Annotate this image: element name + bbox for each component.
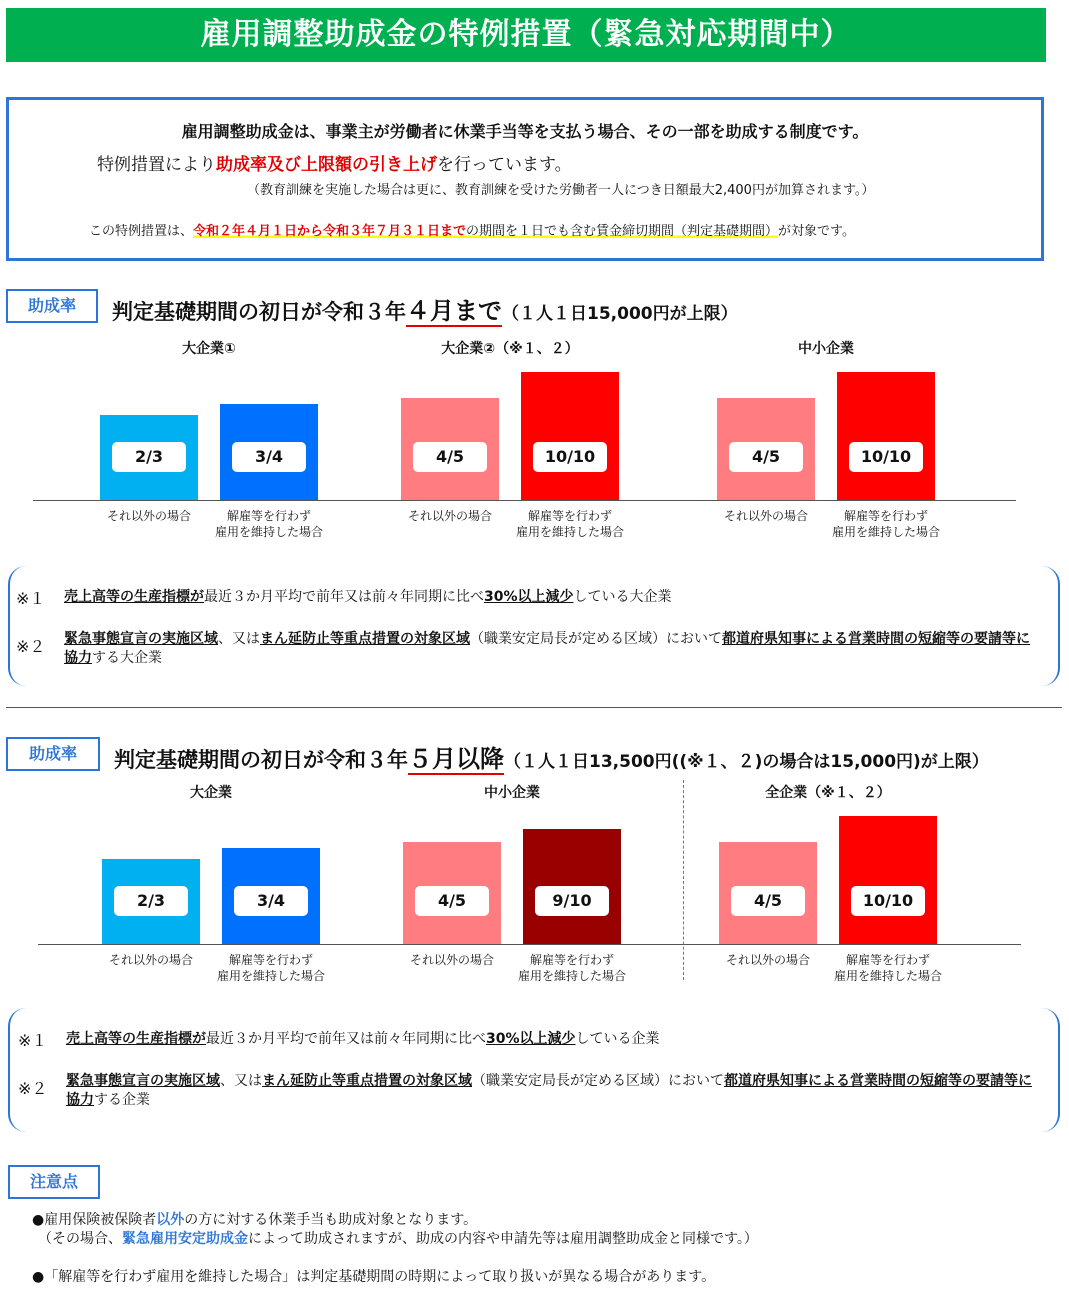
section1-bar-caption: それ以外の場合 — [723, 509, 808, 523]
section1-bar-caption-line-2: 雇用を維持した場合 — [214, 525, 323, 539]
section2-bar-caption: 解雇等を行わず — [228, 953, 313, 967]
caution-b1-l2-post: によって助成されますが、助成の内容や申請先等は雇用調整助成金と同様です。） — [248, 1231, 758, 1247]
section1-bar-value-label: 4/5 — [729, 442, 803, 472]
section1-bar-value-label: 2/3 — [112, 442, 186, 472]
caution-badge: 注意点 — [8, 1165, 100, 1199]
section2-bar-caption: それ以外の場合 — [725, 953, 810, 967]
section-divider — [6, 707, 1062, 708]
section1-note-part: 、又は — [218, 631, 260, 647]
section1-chart — [0, 330, 1069, 545]
section2-badge: 助成率 — [6, 737, 100, 771]
section2-notes-bracket — [8, 1008, 1060, 1132]
section1-bar-value-label: 3/4 — [232, 442, 306, 472]
caution-bullet-1 — [32, 1210, 477, 1230]
section2-chart — [0, 774, 1069, 989]
section1-title-pre: 判定基礎期間の初日が令和３年 — [112, 300, 406, 324]
section1-title-emphasis: ４月まで — [406, 297, 502, 325]
intro-line-4-mid: の期間を１日でも含む賃金締切期間（判定基礎期間） — [466, 224, 779, 239]
section2-note-part: している企業 — [575, 1031, 660, 1047]
section2-bar-caption-block — [817, 952, 959, 984]
section2-bar-value-label: 2/3 — [114, 886, 188, 916]
section2-bar-caption-line-2: 雇用を維持した場合 — [517, 969, 626, 983]
section1-bar-value-label: 10/10 — [849, 442, 923, 472]
section2-title-pre: 判定基礎期間の初日が令和３年 — [114, 748, 408, 772]
section2-title-emphasis: ５月以降 — [408, 745, 504, 773]
section1-note-part: （職業安定局長が定める区域）において — [470, 631, 722, 647]
section2-bar-value-label: 3/4 — [234, 886, 308, 916]
section1-note-mark: ※２ — [16, 637, 46, 656]
section2-note-part: 都道府県知事による営業時間の短縮等の要請等に協力 — [66, 1073, 1032, 1108]
caution-bullet-2: ●「解雇等を行わず雇用を維持した場合」は判定基礎期間の時期によって取り扱いが異なる場合があります。 — [32, 1269, 716, 1285]
section1-bar-caption: それ以外の場合 — [407, 509, 492, 523]
section2-group-separator — [683, 780, 684, 980]
section1-note-mark: ※１ — [16, 589, 46, 608]
intro-line-2-pre: 特例措置により — [97, 155, 216, 175]
section2-bar-caption: 解雇等を行わず — [529, 953, 614, 967]
intro-line-1: 雇用調整助成金は、事業主が労働者に休業手当等を支払う場合、その一部を助成する制度です。 — [181, 122, 869, 141]
section1-note-part: 30%以上減少 — [484, 589, 574, 605]
caution-b1-post: の方に対する休業手当も助成対象となります。 — [184, 1212, 478, 1228]
section1-notes-bracket — [8, 566, 1060, 686]
section1-bar — [521, 372, 619, 500]
caution-b1-l2-emphasis: 緊急雇用安定助成金 — [122, 1231, 248, 1247]
section2-bar-value-label: 4/5 — [731, 886, 805, 916]
intro-line-2-emphasis: 助成率及び上限額の引き上げ — [216, 155, 437, 175]
intro-line-4-emphasis: 令和２年４月１日から令和３年７月３１日まで — [193, 224, 467, 239]
section2-note-part: 緊急事態宣言の実施区域 — [66, 1073, 220, 1089]
section1-group-label: 大企業① — [182, 341, 236, 357]
section2-note-part: 、又は — [220, 1073, 262, 1089]
section1-bar-caption-line-2: 雇用を維持した場合 — [515, 525, 624, 539]
section1-note-text — [64, 588, 1036, 607]
section2-note-part: 売上高等の生産指標が — [66, 1031, 206, 1047]
section2-baseline — [38, 944, 1021, 945]
section1-note-part: 緊急事態宣言の実施区域 — [64, 631, 218, 647]
section1-group-label: 大企業②（※１、２） — [441, 341, 579, 357]
section1-badge: 助成率 — [6, 289, 98, 323]
intro-line-2 — [97, 150, 572, 175]
section1-note-part: する大企業 — [92, 650, 162, 666]
section1-note-part: 都道府県知事による営業時間の短縮等の要請等に協力 — [64, 631, 1030, 666]
section2-bar-caption-line-2: 雇用を維持した場合 — [833, 969, 942, 983]
section2-note-part: （職業安定局長が定める区域）において — [472, 1073, 724, 1089]
section2-bar-caption: 解雇等を行わず — [845, 953, 930, 967]
section2-bar-value-label: 10/10 — [851, 886, 925, 916]
section1-note-part: 最近３か月平均で前年又は前々年同期に比べ — [204, 589, 484, 605]
section1-note-part: 売上高等の生産指標が — [64, 589, 204, 605]
intro-line-2-post: を行っています。 — [437, 155, 572, 175]
intro-line-4-pre: この特例措置は、 — [89, 224, 194, 239]
section2-bar-caption-block — [501, 952, 643, 984]
section2-note-part: する企業 — [94, 1092, 150, 1108]
page-title: 雇用調整助成金の特例措置（緊急対応期間中） — [200, 17, 852, 52]
section2-bar-caption-block — [200, 952, 342, 984]
section2-title-sub: （１人１日13,500円((※１、２)の場合は15,000円)が上限） — [504, 752, 989, 772]
section1-note-part: している大企業 — [573, 589, 672, 605]
section1-bar-caption-block — [815, 508, 957, 540]
section1-bar-caption: 解雇等を行わず — [226, 509, 311, 523]
section2-group-label: 中小企業 — [484, 785, 540, 801]
section2-note-part: 30%以上減少 — [486, 1031, 576, 1047]
section2-note-mark: ※１ — [18, 1031, 48, 1050]
caution-b1-emphasis: 以外 — [156, 1212, 185, 1228]
intro-line-3: （教育訓練を実施した場合は更に、教育訓練を受けた労働者一人につき日額最大2,400円が加算されます。） — [247, 183, 875, 198]
section2-note-mark: ※２ — [18, 1079, 48, 1098]
section1-note-text — [64, 630, 1036, 668]
section2-note-part: まん延防止等重点措置の対象区域 — [262, 1073, 472, 1089]
section1-bar-value-label: 4/5 — [413, 442, 487, 472]
section1-bar — [837, 372, 935, 500]
section1-bar-value-label: 10/10 — [533, 442, 607, 472]
section1-note-part: まん延防止等重点措置の対象区域 — [260, 631, 470, 647]
section1-bar-caption-block — [499, 508, 641, 540]
section2-bar-caption: それ以外の場合 — [108, 953, 193, 967]
section2-bar-value-label: 4/5 — [415, 886, 489, 916]
caution-b1-l2-pre: （その場合、 — [38, 1231, 122, 1247]
section1-bar-caption: 解雇等を行わず — [843, 509, 928, 523]
intro-period-highlight — [193, 224, 778, 239]
section1-bar-caption: それ以外の場合 — [106, 509, 191, 523]
section1-baseline — [33, 500, 1016, 501]
section2-group-label: 大企業 — [190, 785, 232, 801]
section2-note-part: 最近３か月平均で前年又は前々年同期に比べ — [206, 1031, 486, 1047]
intro-line-4-post: が対象です。 — [778, 224, 856, 239]
section2-title — [114, 739, 989, 774]
section1-bar-caption-line-2: 雇用を維持した場合 — [831, 525, 940, 539]
section1-title — [112, 291, 738, 326]
section2-note-text — [66, 1072, 1038, 1110]
section1-title-sub: （１人１日15,000円が上限） — [502, 304, 738, 324]
section2-group-label: 全企業（※１、２） — [765, 785, 891, 801]
section2-note-text — [66, 1030, 1038, 1049]
section2-bar — [839, 816, 937, 944]
section2-bar-caption: それ以外の場合 — [409, 953, 494, 967]
section2-bar-caption-line-2: 雇用を維持した場合 — [216, 969, 325, 983]
section1-bar-caption-block — [198, 508, 340, 540]
title-banner — [6, 8, 1046, 62]
intro-box — [6, 97, 1044, 261]
intro-line-4 — [89, 220, 855, 239]
section2-bar-value-label: 9/10 — [535, 886, 609, 916]
caution-b1-pre: ●雇用保険被保険者 — [32, 1212, 157, 1228]
section1-group-label: 中小企業 — [798, 341, 854, 357]
caution-bullet-1-line-2 — [38, 1229, 758, 1249]
section1-bar-caption: 解雇等を行わず — [527, 509, 612, 523]
